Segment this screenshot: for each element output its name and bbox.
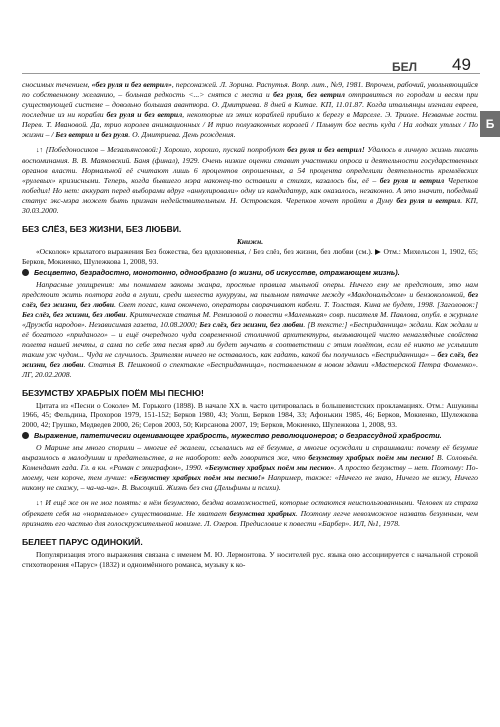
- entry-heading: БЕЗ СЛЁЗ, БЕЗ ЖИЗНИ, БЕЗ ЛЮБВИ.: [22, 224, 182, 234]
- entry-transformed-usage: ↓↑ И ещё же он не мог понять: в нём безумство, бездна возможностей, которые остаются неиспользованными. Человек из страха обрекает себя на «нормальное» существование. Не хватает безумства храбрых. Поэтому легче невозможное назвать безумным, чем признать его частью для голоскружительной новизне. Л. Озеров. Предисловие к повести «Барбер». ИЛ, №1, 1978.: [22, 497, 478, 528]
- transform-mark-icon: ↓↑: [36, 499, 43, 507]
- entry-examples: Напрасные ухищрения: мы понимаем законы жанра, простые правила мыльной оперы. Ничего ему не предстоит, это нам предстоит жить полтора года в глуши, среди шелеста кукурузы, на пыльном пятачке между «Макдональдсом» и бензоколонкой, без слёз, без жизни, без любви. Свет погас, кина окончено, операторы сворачивают кабели. Т. Толстая. Кина не будет, 1998. [Заголовок:] Без слёз, без жизни, без любви. Критическая статья М. Ремизовой о повести «Маленькая» совр. писателя М. Павлова, опубл. в журнале «Дружба народов». Независимая газета, 10.08.2000; Без слёз, без жизни, без любви. [В тексте:] «Бесприданница» ждали. Как ждали и её богатого «приданого» – и ещё очередного чуда современной столичной архитектуры, вызывающей чисто ненаглядные свойства полета нашей мечты, а сама по себе эта песня вряд ли будет звучать в соответствии с этим полётом, если её никто не услышит таким уж чудом... Чуда не случилось. Зрителям ничего не оставалось, как гадать, какой бы получилась «Бесприданница» – без слёз, без жизни, без любви. Статья В. Пешковой о спектакле «Бесприданница», поставленном в новом здании «Мастерской Петра Фоменко». ЛГ, 20.02.2008.: [22, 279, 479, 379]
- paragraph-continuation: сносимых течением, «без руля и без ветрил», персонажей. Л. Зорина. Распутья. Вопр. лит., №9, 1981. Впрочем, рабочий, увольняющийся по собственному желанию, – больная редкость <...> снятся с места и без руля, без ветрил отправиться по городам и весям при существующей системе – довольно большая авантюра. О. Дмитриева. 8 дней в Китае. КП, 11.01.87. Когда итальянцы изгнали евреев, последние из ни корабли без руля и без ветрил, некоторые из этих кораблей прибило к берегу в Марселе. Э. Триоле. Незваные гости. Перев. Т. Ивановой. Да, трио королев анимационных / И трио полузаконных королей / Плывут бог весть куда / На лодках утлых / По жизни – / Без ветрил и без руля. О. Дмитриева. День рождения.: [22, 80, 479, 139]
- entry-meaning: Выражение, патетически оценивающее храбрость, мужество революционеров; о безрассудной храбрости.: [22, 431, 478, 441]
- meaning-bullet-icon: [22, 432, 29, 439]
- entry-source: Цитата из «Песни о Соколе» М. Горького (1898). В начале XX в. часто цитировалась в большевистских прокламациях. Отм.: Ашукины 1966, 45; Фельдина, Прохоров 1979, 151-152; Берков 1980, 43; Уолш, Берков 1984, 33; Афонькин 1985, 46; Берков, Мокиенко, Шулежкова 2000, 42; Грушко, Медведев 2000, 26; Серов 2003, 50; Кирсанова 2007, 19; Берков, Мокиенко, Шулежкова 1, 2008, 93.: [22, 400, 478, 429]
- entry-style-label: Книжн.: [236, 237, 264, 246]
- meaning-bullet-icon: [22, 269, 29, 276]
- header-guide-word: БЕЛ: [392, 60, 418, 74]
- letter-tab[interactable]: Б: [480, 111, 500, 137]
- entry-heading: БЕЛЕЕТ ПАРУС ОДИНОКИЙ.: [22, 536, 143, 547]
- entry-source: Популяризация этого выражения связана с именем М. Ю. Лермонтова. У носителей рус. языка оно ассоциируется с начальной строкой стихотворения «Парус» (1832) и одноимённого романса, музыку к ко-: [22, 549, 478, 569]
- paragraph-transformed-usage: ↓↑ [Победоносиков – Мезальянсовой:] Хорошо, хорошо, пускай попробуют без руля и без ветрил! Удалюсь в личную жизнь писать воспоминания. В. В. Маяковский. Баня (финал), 1929. Очень низкие оценки ставит участники опроса и деятельности государственных органов власти. Нормальной её считают лишь 6 процентов опрошенных, а 54 процента определили деятельность кремлёвских «рулевых» кризисными. Теперь, когда бывшего мэра наконец-то оставили в стихах, казалось бы, её – без руля и ветрил Черепков победил! Но нет: аккурат перед выборами вдруг «аннулировали» одну из кандидатур, как оказалось, незаконно. А это значит, победный статус экс-мэра может быть признан недействительным. Н. Островская. Черепков хочет пройти в Думу без руля и ветрил. КП, 30.03.2000.: [22, 145, 479, 215]
- transform-mark-icon: ↓↑: [36, 147, 43, 154]
- page-header: [0, 0, 500, 86]
- entry-examples: О Марине мы много спорили – многие её жалели, ссылались на её безумие, а многие осуждали и спрашивали: почему её безумие выразилось в малодушии и предательстве, а не наоборот: ведь говорится же, что безумству храбрых поём мы песню! В. Соловьёв. Комендант гада. Гл. в кн. «Роман с эпиграфом», 1990. «Безумству храбрых поём мы песню». А просто безумству – нет. Поэтому: По-моему, чем короче, тем лучше: «Безумству храбрых поём мы песню!» Например, также: «Ничего не знаю, Ничего не вижу, Ничего никому не скажу, – ча-ча-ча». В. Высоцкий. Жизнь без сна (Дельфины и психи).: [22, 442, 479, 492]
- entry-heading: БЕЗУМСТВУ ХРАБРЫХ ПОЁМ МЫ ПЕСНЮ!: [22, 387, 204, 398]
- entry-meaning: Бесцветно, безрадостно, монотонно, однообразно (о жизни, об искусстве, отражающем жизнь).: [22, 268, 478, 278]
- entry-source: «Осколок» крылатого выражения Без божества, без вдохновенья, / Без слёз, без жизни, без любви (см.). ▶ Отм.: Михельсон 1, 1902, 65; Берков, Мокиенко, Шулежкова 1, 2008, 93.: [22, 247, 478, 266]
- page-number: 49: [452, 55, 471, 74]
- page-content: [22, 80, 478, 569]
